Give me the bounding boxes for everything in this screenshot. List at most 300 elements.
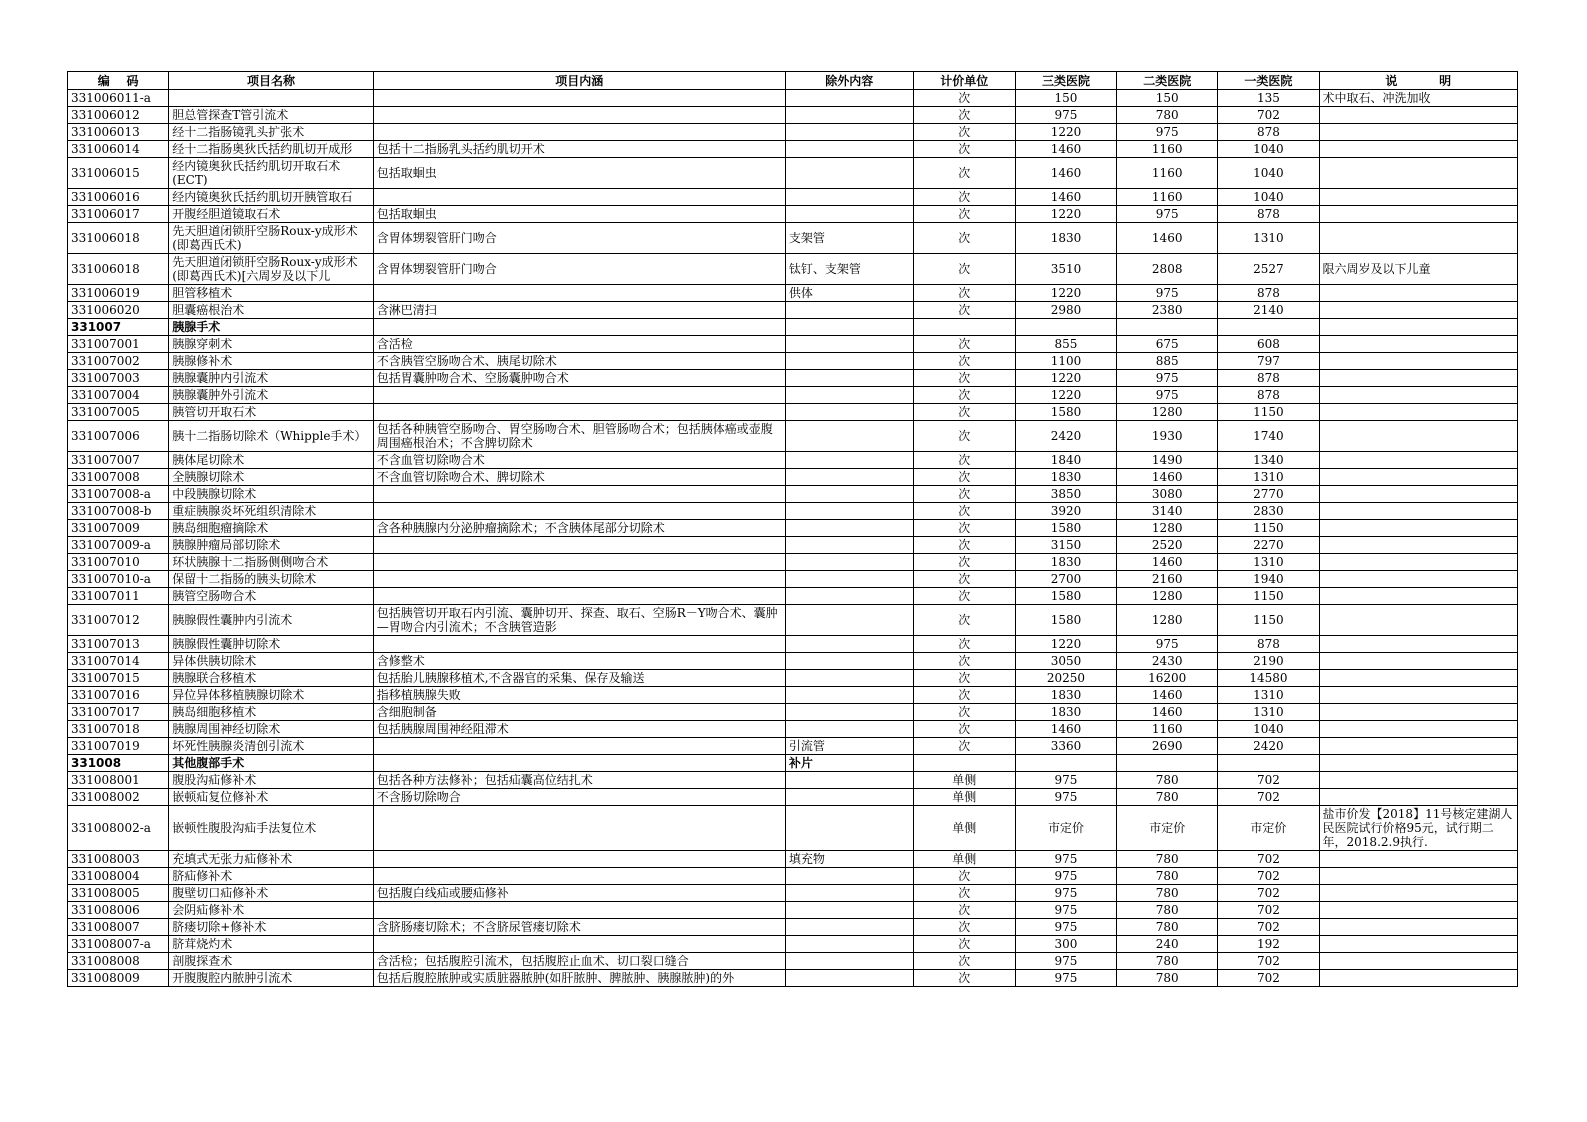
- cell-code: 331007008-a: [68, 486, 169, 503]
- cell-exclude: 支架管: [785, 223, 913, 254]
- cell-class2-price: [1117, 755, 1218, 772]
- cell-class2-price: 1160: [1117, 141, 1218, 158]
- cell-class3-price: 975: [1015, 902, 1116, 919]
- cell-class1-price: 878: [1218, 206, 1319, 223]
- cell-class1-price: 878: [1218, 636, 1319, 653]
- cell-content: 含活检: [373, 336, 785, 353]
- cell-exclude: [785, 605, 913, 636]
- cell-class1-price: 1040: [1218, 141, 1319, 158]
- table-row: [68, 919, 1518, 936]
- cell-class1-price: 1310: [1218, 469, 1319, 486]
- cell-code: 331008007: [68, 919, 169, 936]
- cell-class1-price: 702: [1218, 851, 1319, 868]
- cell-unit: 次: [913, 936, 1015, 953]
- cell-class3-price: 1100: [1015, 353, 1116, 370]
- cell-class2-price: 975: [1117, 285, 1218, 302]
- cell-class1-price: 878: [1218, 124, 1319, 141]
- table-row: [68, 141, 1518, 158]
- cell-code: 331007009: [68, 520, 169, 537]
- cell-class1-price: 702: [1218, 868, 1319, 885]
- cell-name: 脐瘘切除+修补术: [169, 919, 374, 936]
- cell-content: [373, 738, 785, 755]
- cell-class1-price: 1940: [1218, 571, 1319, 588]
- table-row: [68, 353, 1518, 370]
- cell-class2-price: 1460: [1117, 687, 1218, 704]
- cell-class2-price: 1160: [1117, 189, 1218, 206]
- cell-note: [1319, 704, 1517, 721]
- cell-class3-price: [1015, 755, 1116, 772]
- header-class2: 二类医院: [1117, 72, 1218, 90]
- header-unit: 计价单位: [913, 72, 1015, 90]
- cell-class2-price: 2380: [1117, 302, 1218, 319]
- cell-class2-price: 975: [1117, 124, 1218, 141]
- cell-class1-price: 2770: [1218, 486, 1319, 503]
- cell-content: 不含肠切除吻合: [373, 789, 785, 806]
- cell-note: [1319, 124, 1517, 141]
- cell-content: 含修整术: [373, 653, 785, 670]
- cell-class3-price: 975: [1015, 772, 1116, 789]
- cell-code: 331007006: [68, 421, 169, 452]
- cell-unit: 次: [913, 953, 1015, 970]
- cell-class2-price: 1460: [1117, 223, 1218, 254]
- cell-note: [1319, 452, 1517, 469]
- cell-code: 331007010-a: [68, 571, 169, 588]
- cell-note: [1319, 141, 1517, 158]
- cell-class3-price: 3050: [1015, 653, 1116, 670]
- table-row: [68, 370, 1518, 387]
- cell-class1-price: 702: [1218, 789, 1319, 806]
- cell-class3-price: 1830: [1015, 554, 1116, 571]
- table-row: [68, 636, 1518, 653]
- cell-class2-price: 240: [1117, 936, 1218, 953]
- cell-note: [1319, 469, 1517, 486]
- cell-class2-price: 780: [1117, 789, 1218, 806]
- header-note: 说 明: [1319, 72, 1517, 90]
- table-row: [68, 452, 1518, 469]
- cell-note: [1319, 738, 1517, 755]
- cell-note: [1319, 158, 1517, 189]
- cell-note: [1319, 421, 1517, 452]
- cell-class2-price: 975: [1117, 636, 1218, 653]
- cell-class1-price: 1040: [1218, 721, 1319, 738]
- cell-note: [1319, 721, 1517, 738]
- cell-content: [373, 404, 785, 421]
- cell-class1-price: 608: [1218, 336, 1319, 353]
- cell-content: 含细胞制备: [373, 704, 785, 721]
- cell-exclude: [785, 90, 913, 107]
- header-row: [68, 72, 1518, 90]
- cell-content: 含各种胰腺内分泌肿瘤摘除术；不含胰体尾部分切除术: [373, 520, 785, 537]
- cell-note: 盐市价发【2018】11号核定建湖人民医院试行价格95元，试行期二年，2018.2.9执行.: [1319, 806, 1517, 851]
- cell-name: 脐疝修补术: [169, 868, 374, 885]
- cell-class2-price: 3080: [1117, 486, 1218, 503]
- cell-content: 包括各种方法修补；包括疝囊高位结扎术: [373, 772, 785, 789]
- cell-name: 先天胆道闭锁肝空肠Roux-y成形术(即葛西氏术): [169, 223, 374, 254]
- cell-exclude: [785, 486, 913, 503]
- cell-note: [1319, 789, 1517, 806]
- cell-class2-price: 780: [1117, 970, 1218, 987]
- cell-class3-price: 1220: [1015, 124, 1116, 141]
- cell-code: 331008006: [68, 902, 169, 919]
- table-row: [68, 285, 1518, 302]
- cell-content: 包括胰腺周围神经阻滞术: [373, 721, 785, 738]
- cell-class1-price: 702: [1218, 953, 1319, 970]
- cell-unit: 单侧: [913, 789, 1015, 806]
- cell-class3-price: 1840: [1015, 452, 1116, 469]
- cell-class3-price: 3920: [1015, 503, 1116, 520]
- cell-name: 嵌顿性腹股沟疝手法复位术: [169, 806, 374, 851]
- cell-name: 胰腺囊肿外引流术: [169, 387, 374, 404]
- table-row: [68, 206, 1518, 223]
- cell-code: 331006013: [68, 124, 169, 141]
- cell-code: 331007010: [68, 554, 169, 571]
- cell-unit: 次: [913, 189, 1015, 206]
- cell-unit: 次: [913, 486, 1015, 503]
- cell-code: 331006011-a: [68, 90, 169, 107]
- table-row: [68, 738, 1518, 755]
- table-row: [68, 571, 1518, 588]
- cell-name: 异体供胰切除术: [169, 653, 374, 670]
- table-row: [68, 90, 1518, 107]
- cell-class3-price: 1220: [1015, 285, 1116, 302]
- table-row: [68, 670, 1518, 687]
- cell-exclude: [785, 206, 913, 223]
- cell-content: [373, 124, 785, 141]
- cell-content: [373, 902, 785, 919]
- cell-exclude: [785, 421, 913, 452]
- cell-unit: 单侧: [913, 806, 1015, 851]
- cell-note: [1319, 755, 1517, 772]
- cell-class1-price: 1150: [1218, 605, 1319, 636]
- cell-note: [1319, 885, 1517, 902]
- cell-exclude: [785, 452, 913, 469]
- cell-unit: 次: [913, 206, 1015, 223]
- cell-code: 331006016: [68, 189, 169, 206]
- cell-class1-price: 1040: [1218, 189, 1319, 206]
- cell-code: 331007009-a: [68, 537, 169, 554]
- cell-name: 胆管移植术: [169, 285, 374, 302]
- cell-class1-price: 14580: [1218, 670, 1319, 687]
- cell-content: [373, 537, 785, 554]
- table-row: [68, 902, 1518, 919]
- cell-class1-price: 1310: [1218, 704, 1319, 721]
- cell-unit: 次: [913, 902, 1015, 919]
- table-row: [68, 107, 1518, 124]
- cell-code: 331007005: [68, 404, 169, 421]
- cell-note: [1319, 772, 1517, 789]
- cell-code: 331007003: [68, 370, 169, 387]
- cell-class2-price: 1460: [1117, 469, 1218, 486]
- cell-exclude: 补片: [785, 755, 913, 772]
- table-row: [68, 254, 1518, 285]
- cell-exclude: [785, 636, 913, 653]
- table-row: [68, 970, 1518, 987]
- table-row: [68, 605, 1518, 636]
- cell-class3-price: [1015, 319, 1116, 336]
- cell-class1-price: 702: [1218, 885, 1319, 902]
- cell-note: [1319, 319, 1517, 336]
- cell-class2-price: 780: [1117, 885, 1218, 902]
- cell-name: 胰岛细胞移植术: [169, 704, 374, 721]
- cell-unit: 次: [913, 738, 1015, 755]
- cell-name: 其他腹部手术: [169, 755, 374, 772]
- cell-unit: 次: [913, 404, 1015, 421]
- cell-content: [373, 851, 785, 868]
- cell-unit: 次: [913, 353, 1015, 370]
- cell-note: [1319, 554, 1517, 571]
- table-row: [68, 885, 1518, 902]
- cell-class2-price: 2160: [1117, 571, 1218, 588]
- table-row: [68, 387, 1518, 404]
- cell-unit: [913, 755, 1015, 772]
- cell-unit: 次: [913, 687, 1015, 704]
- cell-unit: 次: [913, 885, 1015, 902]
- cell-class2-price: 975: [1117, 387, 1218, 404]
- cell-class1-price: [1218, 755, 1319, 772]
- cell-class2-price: 885: [1117, 353, 1218, 370]
- cell-unit: 次: [913, 571, 1015, 588]
- cell-class2-price: 1930: [1117, 421, 1218, 452]
- cell-class3-price: 1460: [1015, 158, 1116, 189]
- cell-class1-price: 135: [1218, 90, 1319, 107]
- table-row: [68, 588, 1518, 605]
- cell-code: 331007012: [68, 605, 169, 636]
- cell-code: 331008: [68, 755, 169, 772]
- cell-code: 331006012: [68, 107, 169, 124]
- cell-exclude: [785, 158, 913, 189]
- table-row: [68, 158, 1518, 189]
- cell-exclude: [785, 353, 913, 370]
- cell-unit: 次: [913, 868, 1015, 885]
- cell-class2-price: 780: [1117, 902, 1218, 919]
- cell-unit: 单侧: [913, 772, 1015, 789]
- cell-class1-price: 2830: [1218, 503, 1319, 520]
- cell-class1-price: 1310: [1218, 687, 1319, 704]
- cell-class2-price: 1280: [1117, 404, 1218, 421]
- cell-content: 包括腹白线疝或腰疝修补: [373, 885, 785, 902]
- cell-class1-price: 2190: [1218, 653, 1319, 670]
- cell-name: 环状胰腺十二指肠侧侧吻合术: [169, 554, 374, 571]
- cell-unit: 次: [913, 302, 1015, 319]
- cell-name: 脐茸烧灼术: [169, 936, 374, 953]
- cell-content: [373, 319, 785, 336]
- cell-content: [373, 189, 785, 206]
- cell-exclude: [785, 302, 913, 319]
- cell-unit: [913, 319, 1015, 336]
- cell-exclude: 引流管: [785, 738, 913, 755]
- cell-content: [373, 387, 785, 404]
- cell-class1-price: 702: [1218, 107, 1319, 124]
- cell-class2-price: 16200: [1117, 670, 1218, 687]
- cell-unit: 次: [913, 721, 1015, 738]
- cell-note: [1319, 370, 1517, 387]
- table-row: [68, 953, 1518, 970]
- cell-class1-price: 2140: [1218, 302, 1319, 319]
- cell-content: 不含胰管空肠吻合术、胰尾切除术: [373, 353, 785, 370]
- header-exclude: 除外内容: [785, 72, 913, 90]
- cell-code: 331007011: [68, 588, 169, 605]
- cell-class3-price: 1220: [1015, 370, 1116, 387]
- table-row: [68, 936, 1518, 953]
- cell-exclude: [785, 588, 913, 605]
- cell-code: 331008004: [68, 868, 169, 885]
- cell-class3-price: 1220: [1015, 636, 1116, 653]
- cell-unit: 次: [913, 387, 1015, 404]
- cell-note: [1319, 537, 1517, 554]
- cell-code: 331006017: [68, 206, 169, 223]
- cell-unit: 次: [913, 919, 1015, 936]
- cell-class3-price: 1830: [1015, 469, 1116, 486]
- cell-name: 胆总管探查T管引流术: [169, 107, 374, 124]
- cell-class2-price: 975: [1117, 370, 1218, 387]
- cell-class3-price: 1460: [1015, 721, 1116, 738]
- cell-code: 331007: [68, 319, 169, 336]
- cell-content: 包括后腹腔脓肿或实质脏器脓肿(如肝脓肿、脾脓肿、胰腺脓肿)的外: [373, 970, 785, 987]
- cell-class1-price: 1310: [1218, 223, 1319, 254]
- cell-exclude: [785, 902, 913, 919]
- cell-class1-price: 878: [1218, 285, 1319, 302]
- cell-class3-price: 2420: [1015, 421, 1116, 452]
- cell-name: 嵌顿疝复位修补术: [169, 789, 374, 806]
- cell-exclude: 填充物: [785, 851, 913, 868]
- cell-code: 331008005: [68, 885, 169, 902]
- cell-exclude: [785, 936, 913, 953]
- cell-class1-price: [1218, 319, 1319, 336]
- cell-unit: 单侧: [913, 851, 1015, 868]
- cell-name: 胰腺假性囊肿内引流术: [169, 605, 374, 636]
- cell-exclude: [785, 868, 913, 885]
- cell-note: [1319, 953, 1517, 970]
- cell-class2-price: 780: [1117, 868, 1218, 885]
- cell-class2-price: 1490: [1117, 452, 1218, 469]
- cell-content: [373, 90, 785, 107]
- cell-class2-price: [1117, 319, 1218, 336]
- cell-exclude: [785, 789, 913, 806]
- cell-class1-price: 1340: [1218, 452, 1319, 469]
- cell-class2-price: 675: [1117, 336, 1218, 353]
- cell-exclude: [785, 687, 913, 704]
- cell-class3-price: 975: [1015, 868, 1116, 885]
- cell-class3-price: 1830: [1015, 223, 1116, 254]
- cell-content: 包括取蛔虫: [373, 206, 785, 223]
- cell-class1-price: 702: [1218, 902, 1319, 919]
- cell-class3-price: 855: [1015, 336, 1116, 353]
- cell-class1-price: 2420: [1218, 738, 1319, 755]
- cell-content: 包括十二指肠乳头括约肌切开术: [373, 141, 785, 158]
- cell-unit: 次: [913, 970, 1015, 987]
- cell-class3-price: 975: [1015, 789, 1116, 806]
- cell-name: 胰腺穿刺术: [169, 336, 374, 353]
- cell-content: [373, 588, 785, 605]
- cell-code: 331007014: [68, 653, 169, 670]
- cell-unit: 次: [913, 588, 1015, 605]
- cell-exclude: [785, 721, 913, 738]
- cell-exclude: [785, 571, 913, 588]
- cell-name: 保留十二指肠的胰头切除术: [169, 571, 374, 588]
- cell-class3-price: 150: [1015, 90, 1116, 107]
- cell-note: [1319, 653, 1517, 670]
- cell-unit: 次: [913, 223, 1015, 254]
- cell-exclude: [785, 469, 913, 486]
- cell-content: [373, 868, 785, 885]
- cell-code: 331008007-a: [68, 936, 169, 953]
- cell-name: 开腹经胆道镜取石术: [169, 206, 374, 223]
- cell-name: 经十二指肠奥狄氏括约肌切开成形: [169, 141, 374, 158]
- cell-class3-price: 1460: [1015, 189, 1116, 206]
- cell-unit: 次: [913, 520, 1015, 537]
- cell-exclude: [785, 806, 913, 851]
- cell-code: 331006015: [68, 158, 169, 189]
- cell-content: 包括取蛔虫: [373, 158, 785, 189]
- cell-code: 331007001: [68, 336, 169, 353]
- cell-class3-price: 1460: [1015, 141, 1116, 158]
- cell-code: 331008008: [68, 953, 169, 970]
- cell-class2-price: 1160: [1117, 721, 1218, 738]
- cell-class1-price: 2527: [1218, 254, 1319, 285]
- cell-note: 限六周岁及以下儿童: [1319, 254, 1517, 285]
- cell-class2-price: 1460: [1117, 554, 1218, 571]
- cell-class2-price: 2430: [1117, 653, 1218, 670]
- cell-code: 331007017: [68, 704, 169, 721]
- cell-note: [1319, 206, 1517, 223]
- cell-class1-price: 797: [1218, 353, 1319, 370]
- cell-unit: 次: [913, 503, 1015, 520]
- table-row: [68, 404, 1518, 421]
- cell-class3-price: 975: [1015, 953, 1116, 970]
- cell-name: 经十二指肠镜乳头扩张术: [169, 124, 374, 141]
- cell-class2-price: 150: [1117, 90, 1218, 107]
- cell-exclude: [785, 370, 913, 387]
- section-row: [68, 755, 1518, 772]
- table-row: [68, 868, 1518, 885]
- cell-content: [373, 486, 785, 503]
- cell-exclude: 供体: [785, 285, 913, 302]
- cell-class3-price: 3510: [1015, 254, 1116, 285]
- cell-content: 含活检；包括腹腔引流术，包括腹腔止血术、切口裂口缝合: [373, 953, 785, 970]
- cell-class2-price: 1280: [1117, 605, 1218, 636]
- cell-class1-price: 702: [1218, 919, 1319, 936]
- cell-code: 331007007: [68, 452, 169, 469]
- cell-note: [1319, 636, 1517, 653]
- cell-class3-price: 1830: [1015, 704, 1116, 721]
- cell-content: 指移植胰腺失败: [373, 687, 785, 704]
- cell-note: [1319, 851, 1517, 868]
- cell-class1-price: 1150: [1218, 520, 1319, 537]
- cell-code: 331008009: [68, 970, 169, 987]
- cell-name: 腹股沟疝修补术: [169, 772, 374, 789]
- cell-name: 胰腺手术: [169, 319, 374, 336]
- cell-content: [373, 285, 785, 302]
- cell-class1-price: 1150: [1218, 588, 1319, 605]
- cell-class3-price: 1830: [1015, 687, 1116, 704]
- cell-name: 异位异体移植胰腺切除术: [169, 687, 374, 704]
- cell-exclude: [785, 554, 913, 571]
- cell-class3-price: 975: [1015, 851, 1116, 868]
- cell-class2-price: 780: [1117, 851, 1218, 868]
- cell-note: [1319, 687, 1517, 704]
- cell-unit: 次: [913, 636, 1015, 653]
- table-row: [68, 421, 1518, 452]
- cell-exclude: [785, 670, 913, 687]
- cell-code: 331007018: [68, 721, 169, 738]
- table-row: [68, 554, 1518, 571]
- cell-class1-price: 878: [1218, 370, 1319, 387]
- cell-name: 胆囊癌根治术: [169, 302, 374, 319]
- cell-content: [373, 806, 785, 851]
- cell-code: 331007008: [68, 469, 169, 486]
- cell-class1-price: 192: [1218, 936, 1319, 953]
- cell-note: [1319, 588, 1517, 605]
